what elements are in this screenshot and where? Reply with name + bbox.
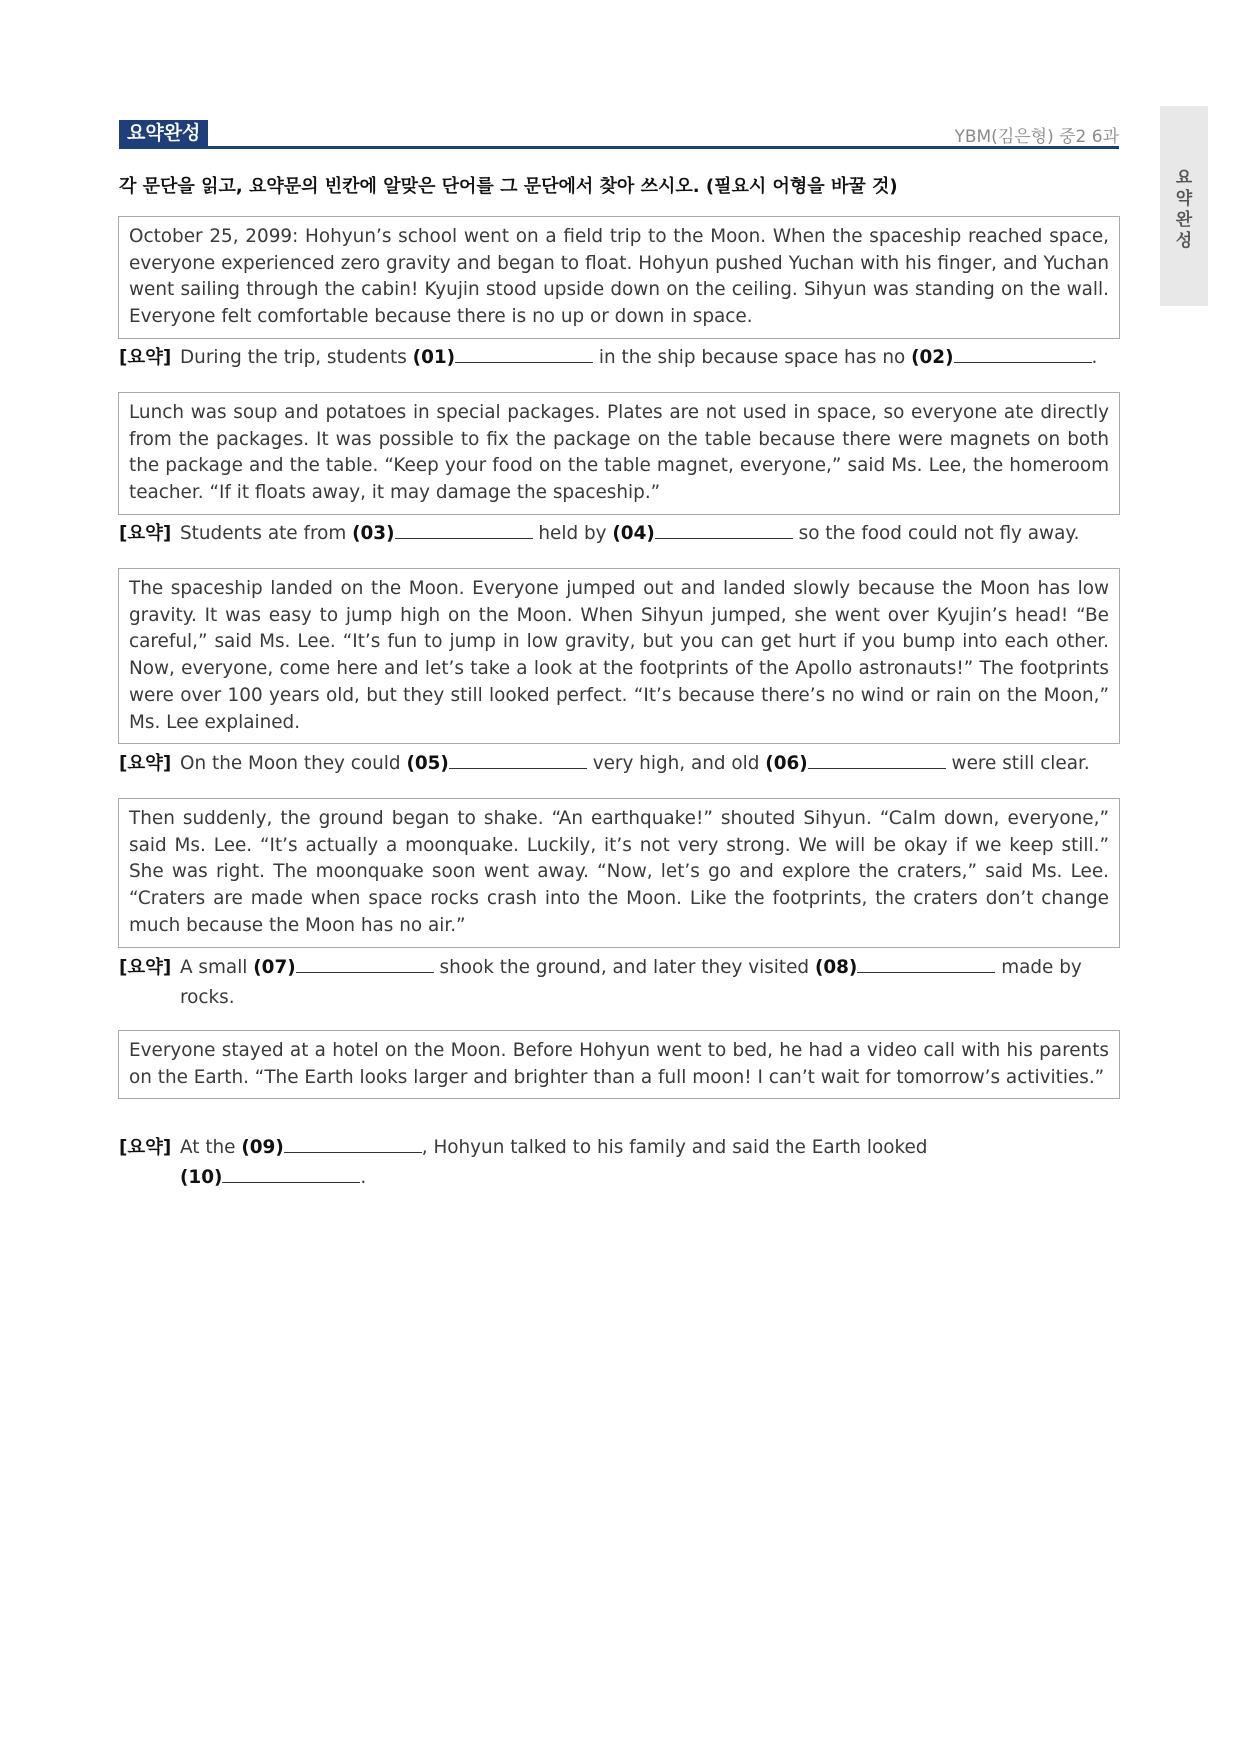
- answer-blank[interactable]: [296, 956, 434, 973]
- blank-number: (08): [814, 957, 858, 978]
- summary-3: [요약] On the Moon they could (05) very high, and old (06) were still clear.: [119, 749, 1119, 779]
- side-tab: [1160, 106, 1208, 306]
- answer-blank[interactable]: [857, 956, 995, 973]
- summary-4: [요약] A small (07) shook the ground, and later they visited (08) made by rocks.: [119, 953, 1119, 1013]
- blank-number: (05): [406, 753, 449, 774]
- answer-blank[interactable]: [808, 752, 946, 769]
- instruction: 각 문단을 읽고, 요약문의 빈칸에 알맞은 단어를 그 문단에서 찾아 쓰시오. (필요시 어형을 바꿀 것): [119, 176, 898, 197]
- blank-number: (07): [253, 957, 296, 978]
- side-tab-char: 성: [1175, 231, 1193, 251]
- summary-label: [요약]: [119, 1137, 172, 1158]
- passage-3: The spaceship landed on the Moon. Everyone jumped out and landed slowly because the Moon has low gravity. It was easy to jump high on the Moon. When Sihyun jumped, she went over Kyujin’s head! “Be careful,” said Ms. Lee. “It’s fun to jump in low gravity, but you can get hurt if you bump into each other. Now, everyone, come here and let’s take a look at the footprints of the Apollo astronauts!” The footprints were over 100 years old, but they still looked perfect. “It’s because there’s no wind or rain on the Moon,” Ms. Lee explained.: [118, 568, 1120, 744]
- summary-label: [요약]: [119, 347, 172, 368]
- answer-blank[interactable]: [455, 346, 593, 363]
- section-tag: 요약완성: [119, 120, 208, 146]
- blank-number: (04): [612, 523, 655, 544]
- answer-blank[interactable]: [954, 346, 1092, 363]
- summary-label: [요약]: [119, 957, 172, 978]
- summary-2: [요약] Students ate from (03) held by (04) so the food could not fly away.: [119, 519, 1119, 549]
- section-header: [119, 120, 1119, 149]
- answer-blank[interactable]: [222, 1166, 360, 1183]
- blank-number: (02): [911, 347, 954, 368]
- side-tab-char: 완: [1175, 210, 1193, 230]
- blank-number: (10): [180, 1167, 223, 1188]
- passage-1: October 25, 2099: Hohyun’s school went on a field trip to the Moon. When the spaceship reached space, everyone experienced zero gravity and began to float. Hohyun pushed Yuchan with his finger, and Yuchan went sailing through the cabin! Kyujin stood upside down on the ceiling. Sihyun was standing on the wall. Everyone felt comfortable because there is no up or down in space.: [118, 216, 1120, 339]
- passage-4: Then suddenly, the ground began to shake. “An earthquake!” shouted Sihyun. “Calm down, everyone,” said Ms. Lee. “It’s actually a moonquake. Luckily, it’s not very strong. We will be okay if we keep still.” She was right. The moonquake soon went away. “Now, let’s go and explore the craters,” said Ms. Lee. “Craters are made when space rocks crash into the Moon. Like the footprints, the craters don’t change much because the Moon has no air.”: [118, 798, 1120, 948]
- blank-number: (01): [412, 347, 456, 368]
- passage-2: Lunch was soup and potatoes in special packages. Plates are not used in space, so everyone ate directly from the packages. It was possible to fix the package on the table because there were magnets on both the package and the table. “Keep your food on the table magnet, everyone,” said Ms. Lee, the homeroom teacher. “If it floats away, it may damage the spaceship.”: [118, 392, 1120, 515]
- summary-continuation: rocks.: [180, 987, 235, 1008]
- answer-blank[interactable]: [449, 752, 587, 769]
- side-tab-char: 요: [1175, 168, 1193, 188]
- blank-number: (09): [241, 1137, 284, 1158]
- answer-blank[interactable]: [284, 1136, 422, 1153]
- blank-number: (03): [352, 523, 395, 544]
- passage-5: Everyone stayed at a hotel on the Moon. Before Hohyun went to bed, he had a video call with his parents on the Earth. “The Earth looks larger and brighter than a full moon! I can’t wait for tomorrow’s activities.”: [118, 1030, 1120, 1099]
- side-tab-char: 약: [1175, 189, 1193, 209]
- blank-number: (06): [765, 753, 808, 774]
- summary-label: [요약]: [119, 753, 172, 774]
- answer-blank[interactable]: [395, 522, 533, 539]
- answer-blank[interactable]: [655, 522, 793, 539]
- side-tab-label: [1160, 168, 1208, 252]
- summary-label: [요약]: [119, 523, 172, 544]
- summary-1: [요약] During the trip, students (01) in the ship because space has no (02) .: [119, 343, 1119, 373]
- course-label: YBM(김은형) 중2 6과: [954, 127, 1119, 147]
- summary-5: [요약] At the (09) , Hohyun talked to his family and said the Earth looked (10) .: [119, 1133, 1119, 1193]
